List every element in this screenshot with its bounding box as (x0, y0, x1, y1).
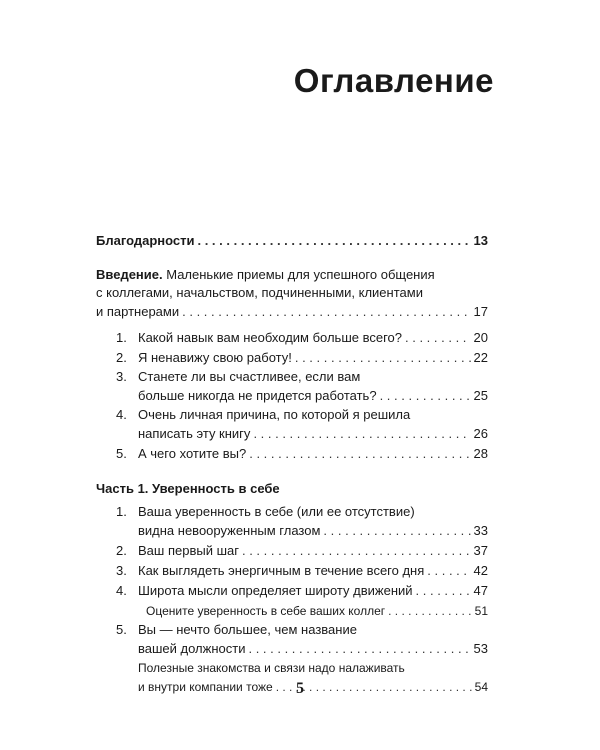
toc-entry-cont (138, 521, 488, 541)
toc-entry-number: 2. (116, 350, 127, 365)
toc-page-number: 28 (473, 446, 488, 461)
dot-leader (380, 386, 471, 406)
toc-entry (116, 581, 488, 601)
toc-entry-number: 3. (116, 563, 127, 578)
toc-entry-text: Широта мысли определяет широту движений (138, 583, 413, 598)
toc-entry-text: вашей должности (138, 641, 246, 656)
toc-entry-text: с коллегами, начальством, подчиненными, клиентами (96, 285, 423, 300)
toc-entry-number: 1. (116, 330, 127, 345)
toc-entry-text: Ваша уверенность в себе (или ее отсутствие) (138, 504, 415, 519)
toc-entry-intro (96, 266, 488, 284)
dot-leader (249, 444, 470, 464)
dot-leader (405, 328, 471, 348)
toc-page-number: 37 (473, 543, 488, 558)
toc-page-number: 17 (473, 304, 488, 319)
toc-entry (116, 561, 488, 581)
toc-entry-cont (138, 424, 488, 444)
table-of-contents (96, 231, 488, 697)
toc-entry-text: Очень личная причина, по которой я решила (138, 407, 411, 422)
dot-leader (295, 348, 471, 368)
toc-page-number: 25 (473, 388, 488, 403)
toc-page-number: 33 (473, 523, 488, 538)
toc-entry (116, 348, 488, 368)
toc-entry (116, 444, 488, 464)
toc-entry-cont (138, 386, 488, 406)
dot-leader (416, 581, 471, 601)
toc-entry-label: Введение. (96, 267, 163, 282)
toc-entry-number: 2. (116, 543, 127, 558)
toc-entry-text: и партнерами (96, 304, 180, 319)
toc-entry (116, 621, 488, 639)
dot-leader (388, 601, 472, 621)
toc-page-number: 54 (474, 680, 488, 694)
toc-entry-text: Ваш первый шаг (138, 543, 239, 558)
toc-entry (116, 503, 488, 521)
toc-page-number: 26 (473, 426, 488, 441)
toc-entry-cont (138, 639, 488, 659)
toc-page-number: 20 (473, 330, 488, 345)
toc-entry-thanks (96, 231, 488, 251)
page-number-footer: 5 (296, 680, 304, 697)
dot-leader (253, 424, 470, 444)
toc-page-number: 51 (474, 604, 488, 618)
toc-entry-text: и внутри компании тоже (138, 680, 273, 694)
toc-entry-text: видна невооруженным глазом (138, 523, 321, 538)
dot-leader (242, 541, 471, 561)
dot-leader (323, 521, 470, 541)
toc-entry-text: Маленькие приемы для успешного общения (162, 267, 435, 282)
toc-entry-text: Оцените уверенность в себе ваших коллег (146, 604, 386, 618)
toc-entry (116, 406, 488, 424)
toc-entry-number: 5. (116, 622, 127, 637)
toc-entry (116, 541, 488, 561)
dot-leader (182, 302, 470, 322)
toc-entry-number: 3. (116, 369, 127, 384)
page-title: Оглавление (293, 62, 494, 99)
toc-page-number: 13 (473, 233, 488, 248)
toc-entry (116, 328, 488, 348)
toc-entry-text: Я ненавижу свою работу! (138, 350, 292, 365)
toc-entry-text: Вы — нечто большее, чем название (138, 622, 357, 637)
toc-page-number: 53 (473, 641, 488, 656)
toc-entry-number: 5. (116, 446, 127, 461)
toc-entry-intro-line2 (96, 284, 488, 302)
toc-part-label: Часть 1. Уверенность в себе (96, 481, 280, 496)
dot-leader (427, 561, 470, 581)
toc-entry (116, 368, 488, 386)
toc-entry-number: 4. (116, 407, 127, 422)
toc-entry-text: Полезные знакомства и связи надо налаживать (138, 661, 405, 675)
toc-entry-text: Какой навык вам необходим больше всего? (138, 330, 403, 345)
toc-subentry (146, 601, 488, 621)
toc-entry-text: Станете ли вы счастливее, если вам (138, 369, 361, 384)
toc-entry-number: 4. (116, 583, 127, 598)
dot-leader (197, 231, 470, 251)
toc-page-number: 47 (473, 583, 488, 598)
toc-page-number: 22 (473, 350, 488, 365)
toc-page-number: 42 (473, 563, 488, 578)
toc-subentry (138, 659, 488, 677)
toc-entry-intro-line3 (96, 302, 488, 322)
dot-leader (248, 639, 470, 659)
toc-entry-text: написать эту книгу (138, 426, 251, 441)
toc-entry-text: Как выглядеть энергичным в течение всего дня (138, 563, 425, 578)
toc-entry-label: Благодарности (96, 233, 195, 248)
toc-entry-text: А чего хотите вы? (138, 446, 247, 461)
toc-entry-number: 1. (116, 504, 127, 519)
toc-part-heading (96, 479, 488, 499)
toc-entry-text: больше никогда не придется работать? (138, 388, 377, 403)
